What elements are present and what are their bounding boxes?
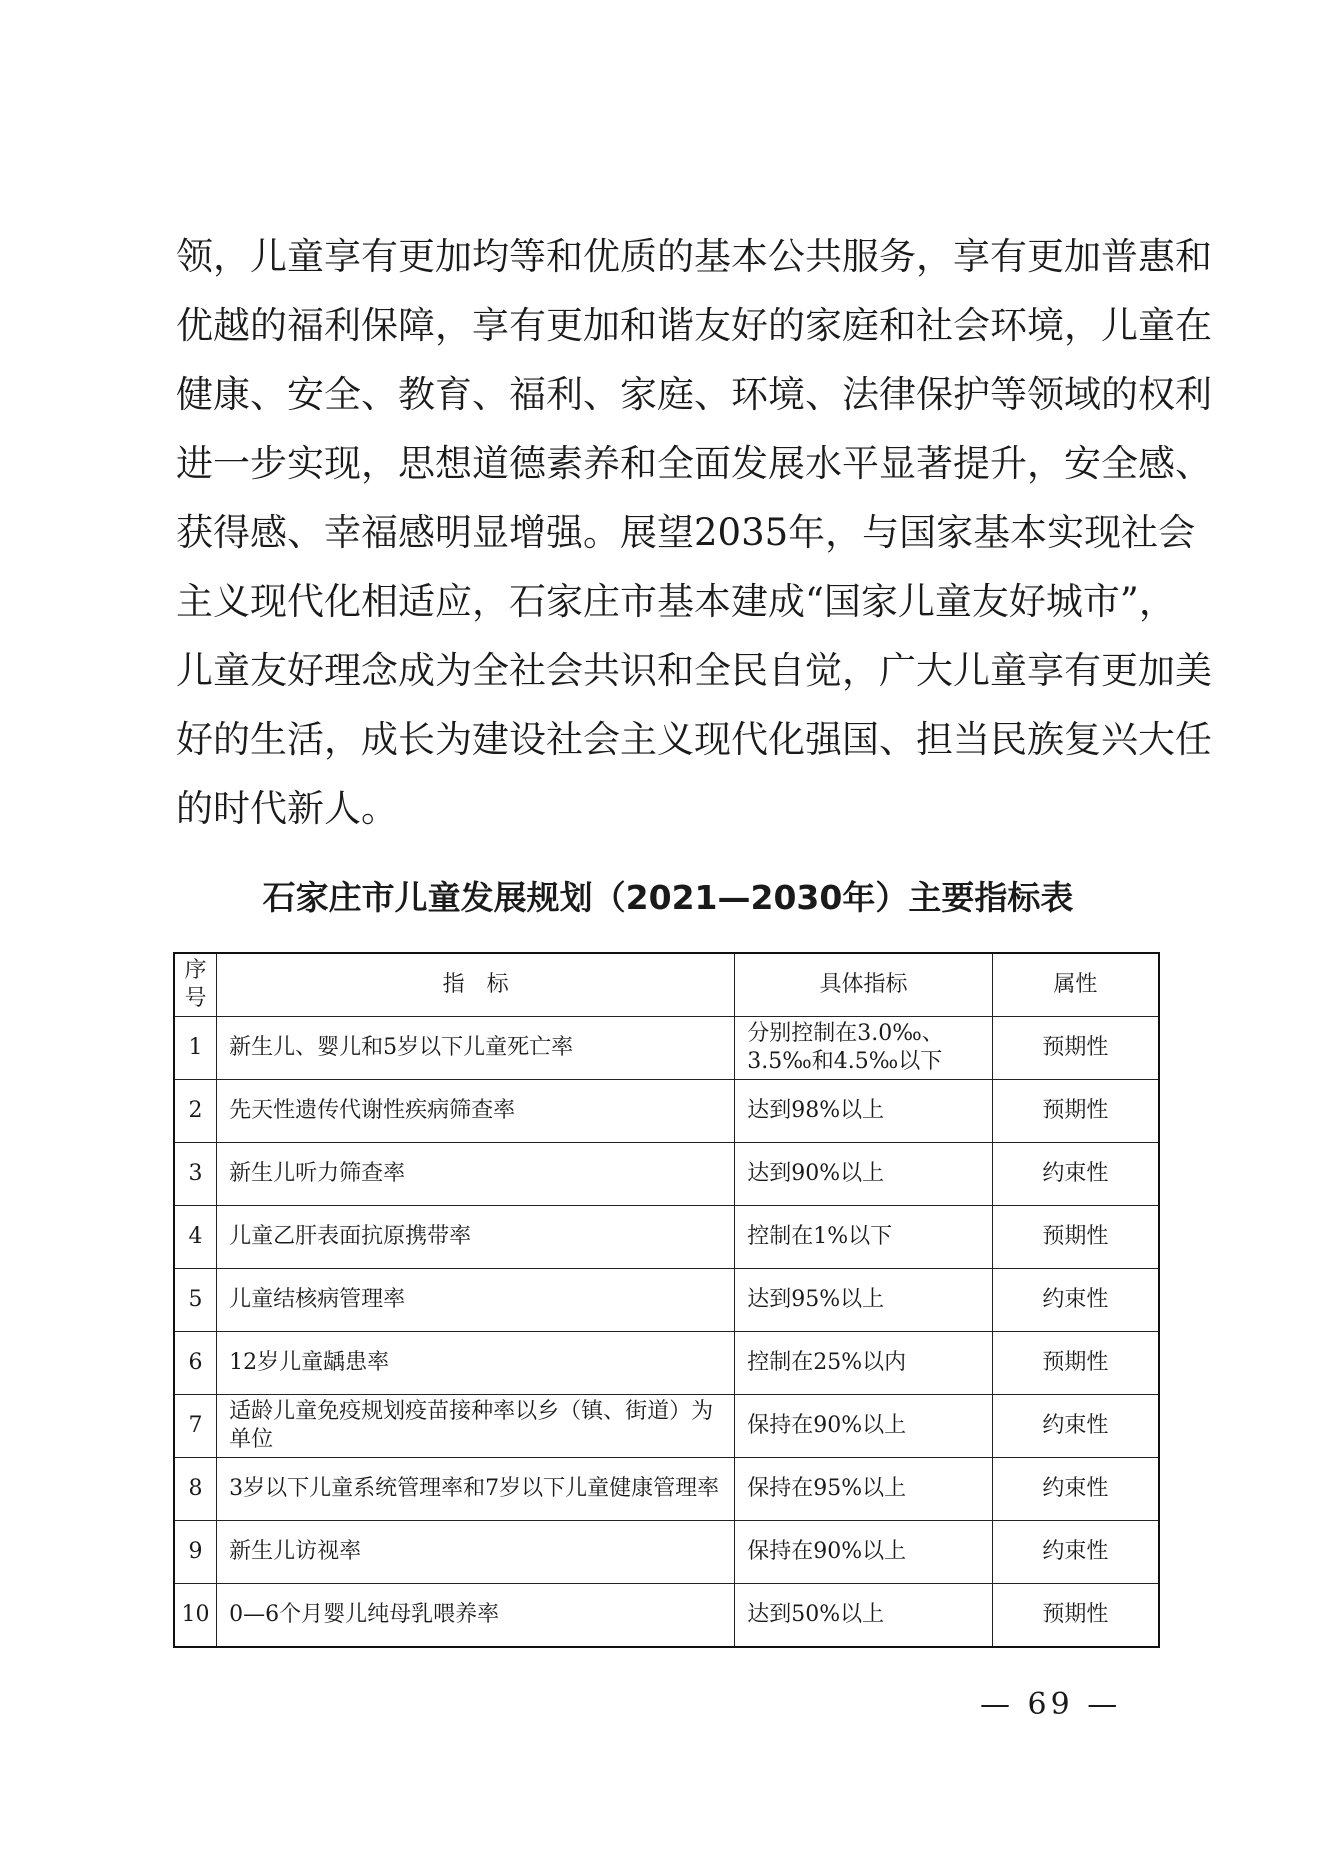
cell-indicator: 先天性遗传代谢性疾病筛查率 — [217, 1080, 735, 1143]
cell-indicator: 儿童乙肝表面抗原携带率 — [217, 1206, 735, 1269]
cell-no: 8 — [174, 1458, 217, 1521]
table-row — [174, 1332, 1159, 1395]
body-line — [176, 498, 1196, 567]
body-line — [176, 360, 1212, 429]
table-row — [174, 1017, 1159, 1080]
table-row — [174, 1584, 1159, 1648]
cell-attr: 预期性 — [992, 1017, 1159, 1080]
body-line — [176, 774, 1160, 843]
body-line-text: 主义现代化相适应，石家庄市基本建成“国家儿童友好城市”， — [176, 580, 1176, 623]
body-line-text: 的时代新人。 — [176, 787, 398, 830]
cell-attr: 约束性 — [992, 1395, 1159, 1458]
cell-no: 9 — [174, 1521, 217, 1584]
cell-no: 4 — [174, 1206, 217, 1269]
cell-spec: 达到90%以上 — [735, 1143, 993, 1206]
table-header-row — [174, 953, 1159, 1017]
cell-spec: 达到98%以上 — [735, 1080, 993, 1143]
cell-spec: 达到50%以上 — [735, 1584, 993, 1648]
body-line — [176, 429, 1212, 498]
header-indicator: 指 标 — [217, 953, 735, 1017]
body-line-text: 获得感、幸福感明显增强。展望2035年，与国家基本实现社会 — [176, 511, 1196, 554]
cell-no: 6 — [174, 1332, 217, 1395]
header-spec: 具体指标 — [735, 953, 993, 1017]
cell-spec: 保持在90%以上 — [735, 1521, 993, 1584]
table-row — [174, 1143, 1159, 1206]
cell-indicator: 新生儿访视率 — [217, 1521, 735, 1584]
cell-attr: 约束性 — [992, 1521, 1159, 1584]
table-row — [174, 1206, 1159, 1269]
cell-no: 10 — [174, 1584, 217, 1648]
body-line-text: 好的生活，成长为建设社会主义现代化强国、担当民族复兴大任 — [176, 718, 1212, 761]
table-row — [174, 1521, 1159, 1584]
cell-spec: 控制在1%以下 — [735, 1206, 993, 1269]
body-line — [176, 636, 1212, 705]
cell-attr: 预期性 — [992, 1080, 1159, 1143]
cell-attr: 约束性 — [992, 1269, 1159, 1332]
body-line-text: 优越的福利保障，享有更加和谐友好的家庭和社会环境，儿童在 — [176, 304, 1212, 347]
cell-attr: 预期性 — [992, 1332, 1159, 1395]
body-line — [176, 222, 1212, 291]
cell-spec: 保持在90%以上 — [735, 1395, 993, 1458]
cell-attr: 预期性 — [992, 1584, 1159, 1648]
cell-indicator: 新生儿、婴儿和5岁以下儿童死亡率 — [217, 1017, 735, 1080]
body-line-text: 健康、安全、教育、福利、家庭、环境、法律保护等领域的权利 — [176, 373, 1212, 416]
body-paragraph — [176, 222, 1212, 843]
cell-attr: 预期性 — [992, 1206, 1159, 1269]
cell-spec: 达到95%以上 — [735, 1269, 993, 1332]
header-attr: 属性 — [992, 953, 1159, 1017]
cell-no: 5 — [174, 1269, 217, 1332]
cell-indicator: 0—6个月婴儿纯母乳喂养率 — [217, 1584, 735, 1648]
cell-indicator: 3岁以下儿童系统管理率和7岁以下儿童健康管理率 — [217, 1458, 735, 1521]
table-row — [174, 1269, 1159, 1332]
table-row — [174, 1458, 1159, 1521]
body-line-text: 进一步实现，思想道德素养和全面发展水平显著提升，安全感、 — [176, 442, 1212, 485]
header-no: 序号 — [174, 953, 217, 1017]
body-line — [176, 705, 1212, 774]
cell-indicator: 新生儿听力筛查率 — [217, 1143, 735, 1206]
table-title: 石家庄市儿童发展规划（2021—2030年）主要指标表 — [262, 878, 1074, 917]
cell-indicator: 适龄儿童免疫规划疫苗接种率以乡（镇、街道）为单位 — [217, 1395, 735, 1458]
body-line-text: 领，儿童享有更加均等和优质的基本公共服务，享有更加普惠和 — [176, 235, 1212, 278]
indicator-table — [173, 952, 1160, 1648]
page-number: — 69 — — [980, 1687, 1122, 1722]
cell-no: 7 — [174, 1395, 217, 1458]
cell-spec: 分别控制在3.0‰、3.5‰和4.5‰以下 — [735, 1017, 993, 1080]
cell-no: 3 — [174, 1143, 217, 1206]
cell-indicator: 12岁儿童龋患率 — [217, 1332, 735, 1395]
cell-attr: 约束性 — [992, 1143, 1159, 1206]
cell-indicator: 儿童结核病管理率 — [217, 1269, 735, 1332]
table-row — [174, 1395, 1159, 1458]
cell-attr: 约束性 — [992, 1458, 1159, 1521]
cell-spec: 保持在95%以上 — [735, 1458, 993, 1521]
body-line — [176, 567, 1176, 636]
cell-no: 1 — [174, 1017, 217, 1080]
table-row — [174, 1080, 1159, 1143]
cell-spec: 控制在25%以内 — [735, 1332, 993, 1395]
body-line — [176, 291, 1212, 360]
body-line-text: 儿童友好理念成为全社会共识和全民自觉，广大儿童享有更加美 — [176, 649, 1212, 692]
cell-no: 2 — [174, 1080, 217, 1143]
